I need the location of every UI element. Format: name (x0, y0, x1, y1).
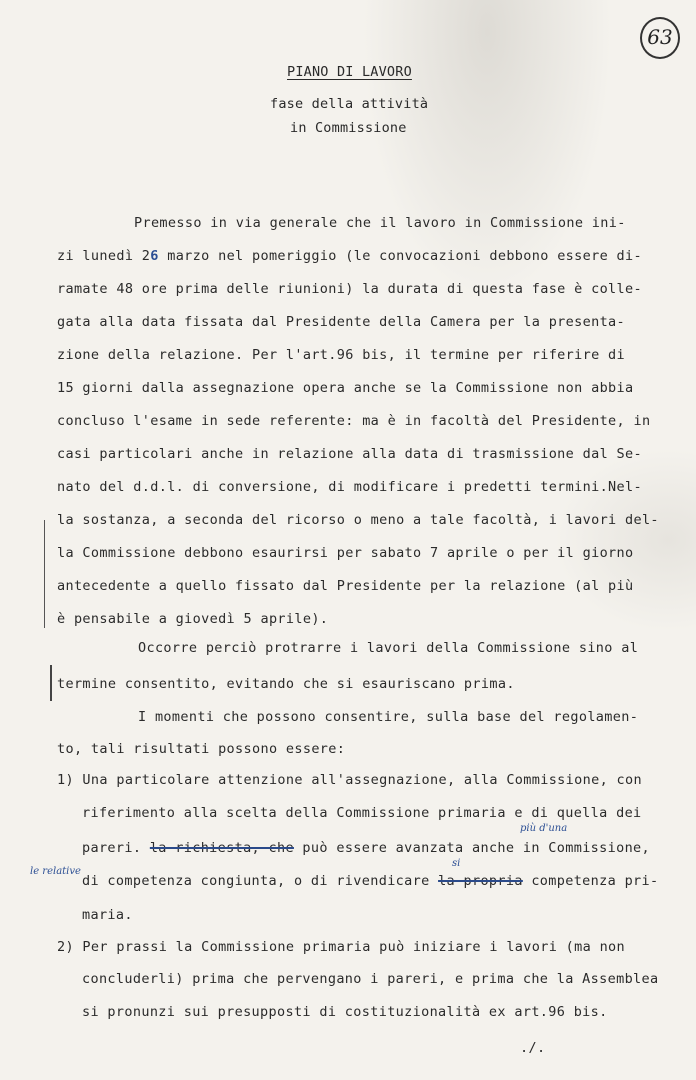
text-line: gata alla data fissata dal Presidente della Camera per la presenta- (57, 314, 626, 330)
text-line: maria. (82, 907, 133, 923)
text-line: concluso l'esame in sede referente: ma è in facoltà del Presidente, in (57, 413, 651, 429)
margin-mark (50, 665, 52, 701)
text-line: 15 giorni dalla assegnazione opera anche se la Commissione non abbia (57, 380, 634, 396)
document-title: PIANO DI LAVORO (287, 64, 412, 80)
handwritten-note: più d'una (520, 823, 568, 834)
margin-mark (44, 520, 45, 628)
text-line: ramate 48 ore prima delle riunioni) la durata di questa fase è colle- (57, 281, 642, 297)
text-line: Premesso in via generale che il lavoro in Commissione ini- (134, 215, 626, 231)
text-fragment: può essere avanzata anche in Commissione, (293, 840, 651, 856)
text-line: I momenti che possono consentire, sulla base del regolamen- (138, 709, 639, 725)
text-line: to, tali risultati possono essere: (57, 741, 346, 757)
text-fragment: pareri. (82, 840, 150, 856)
struck-text: la propria (438, 873, 523, 889)
text-line: 2) Per prassi la Commissione primaria può iniziare i lavori (ma non (57, 939, 626, 955)
continuation-mark: ./. (520, 1040, 546, 1056)
document-subtitle-line1: fase della attività (270, 96, 429, 112)
struck-text: la richiesta, che (149, 840, 294, 856)
text-line: la Commissione debbono esaurirsi per sabato 7 aprile o per il giorno (57, 545, 634, 561)
text-fragment: zi lunedì 2 (57, 248, 151, 264)
document-subtitle-line2: in Commissione (290, 120, 407, 136)
text-line: zione della relazione. Per l'art.96 bis, il termine per riferire di (57, 347, 626, 363)
text-line (82, 873, 659, 889)
handwritten-note: si (452, 858, 461, 869)
text-line: la sostanza, a seconda del ricorso o meno a tale facoltà, i lavori del- (57, 512, 659, 528)
text-line: antecedente a quello fissato dal Presidente per la relazione (al più (57, 578, 634, 594)
text-line (82, 840, 650, 856)
text-line: nato del d.d.l. di conversione, di modificare i predetti termini.Nel- (57, 479, 642, 495)
text-line (57, 248, 642, 264)
text-line: concluderli) prima che pervengano i pareri, e prima che la Assemblea (82, 971, 659, 987)
text-line: è pensabile a giovedì 5 aprile). (57, 611, 329, 627)
text-fragment: competenza pri- (522, 873, 659, 889)
page-number-stamp: 63 (640, 17, 680, 59)
text-line: riferimento alla scelta della Commissione primaria e di quella dei (82, 805, 642, 821)
handwritten-correction: 6 (150, 248, 159, 264)
text-fragment: di competenza congiunta, o di rivendicare (82, 873, 439, 889)
text-line: Occorre perciò protrarre i lavori della Commissione sino al (138, 640, 639, 656)
handwritten-note: le relative (30, 866, 81, 877)
text-line: si pronunzi sui presupposti di costituzionalità ex art.96 bis. (82, 1004, 608, 1020)
text-line: casi particolari anche in relazione alla data di trasmissione dal Se- (57, 446, 642, 462)
text-line: termine consentito, evitando che si esauriscano prima. (57, 676, 515, 692)
text-line: 1) Una particolare attenzione all'assegnazione, alla Commissione, con (57, 772, 642, 788)
text-fragment: marzo nel pomeriggio (le convocazioni debbono essere di- (158, 248, 642, 264)
